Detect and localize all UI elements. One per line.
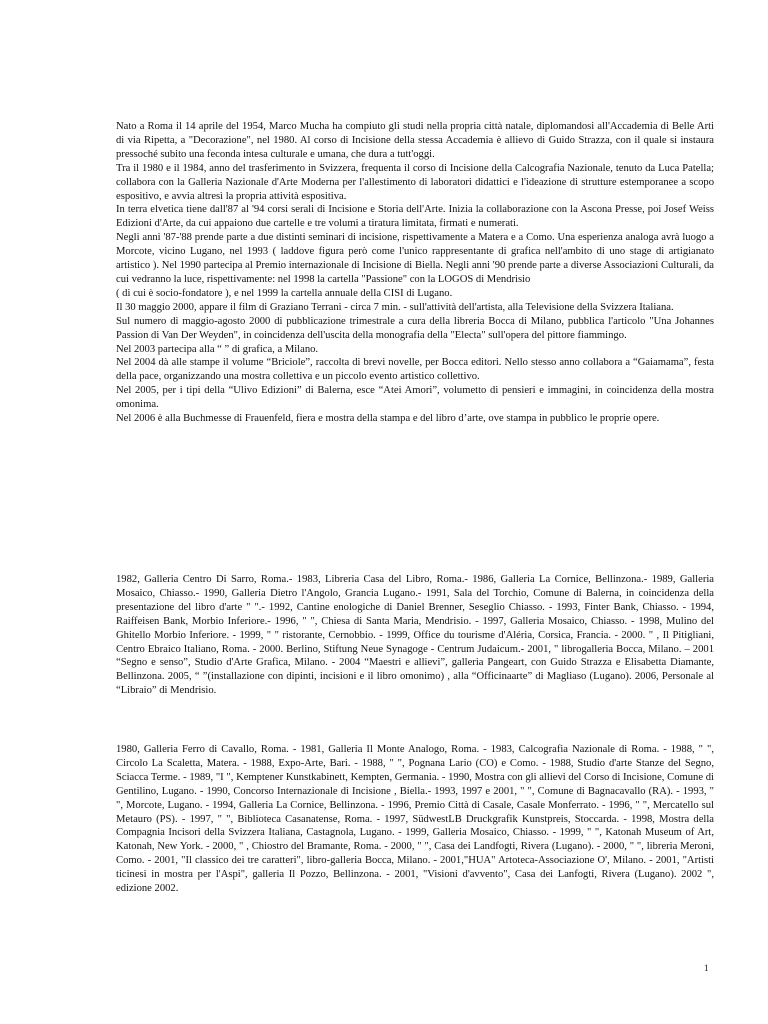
bio-paragraph: Tra il 1980 e il 1984, anno del trasferimento in Svizzera, frequenta il corso di Incisione della Calcografia Nazionale, tenuto da Luca Patella; collabora con la Galleria Nazionale d'Arte Moderna per l'allestimento di laboratori didattici e l'ideazione di strutture estemporanee a scopo espositivo, e avvia altresì la propria attività espositiva.	[116, 162, 714, 202]
bio-paragraph: Nel 2003 partecipa alla “ ” di grafica, a Milano.	[116, 343, 319, 355]
bio-paragraph: In terra elvetica tiene dall'87 al '94 corsi serali di Incisione e Storia dell'Arte. Inizia la collaborazione con la Ascona Presse, poi Josef Weiss Edizioni d'Arte, da cui appaiono due cartelle e tre volumi a tiratura limitata, firmati e numerati.	[116, 204, 714, 230]
page-number: 1	[704, 963, 709, 973]
bio-paragraph: Il 30 maggio 2000, appare il film di Graziano Terrani - circa 7 min. - sull'attività dell'artista, alla Televisione della Svizzera Italiana.	[116, 301, 674, 313]
bio-paragraph: Nel 2006 è alla Buchmesse di Frauenfeld, fiera e mostra della stampa e del libro d’arte, ove stampa in pubblico le proprie opere.	[116, 413, 660, 425]
bio-paragraph: Sul numero di maggio-agosto 2000 di pubblicazione trimestrale a cura della libreria Bocca di Milano, pubblica l'articolo "Una Johannes Passion di Van Der Weyden", in coincidenza dell'uscita della monografia della "Electa" sull'opera del pittore fiammingo.	[116, 315, 714, 341]
bio-paragraph: Nel 2005, per i tipi della “Ulivo Edizioni” di Balerna, esce “Atei Amori”, volumetto di pensieri e immagini, in coincidenza della mostra omonima.	[116, 385, 714, 411]
bio-paragraph: ( di cui è socio-fondatore ), e nel 1999 la cartella annuale della CISI di Lugano.	[116, 287, 453, 299]
personal-exhibitions-section	[116, 573, 714, 698]
collective-exhibitions-text: 1980, Galleria Ferro di Cavallo, Roma. - 1981, Galleria Il Monte Analogo, Roma. - 1983, Calcografia Nazionale di Roma. - 1988, " ", Circolo La Scaletta, Matera. - 1988, Expo-Arte, Bari. - 1988, " ", Pognana Lario (CO) e Como. - 1988, Studio d'arte Stanze del Segno, Sciacca Terme. - 1989, "I ", Kemptener Kunstkabinett, Kempten, Germania. - 1990, Mostra con gli allievi del Corso di Incisione, Comune di Gentilino, Lugano. - 1990, Concorso Internazionale di Incisione , Biella.- 1993, 1997 e 2001, " ", Comune di Bagnacavallo (RA). - 1993, " ", Morcote, Lugano. - 1994, Galleria La Cornice, Bellinzona. - 1996, Premio Città di Casale, Casale Monferrato. - 1996, " ", Mercatello sul Metauro (PS). - 1997, " ", Biblioteca Casanatense, Roma. - 1997, SüdwestLB Druckgrafik Kunstpreis, Stoccarda. - 1998, Mostra della Compagnia Incisori della Svizzera Italiana, Castagnola, Lugano. - 1999, Galleria Mosaico, Chiasso. - 1999, " ", Katonah Museum of Art, Katonah, New York. - 2000, " , Chiostro del Bramante, Roma. - 2000, " ", Casa dei Landfogti, Rivera (Lugano). - 2000, " ", libreria Meroni, Como. - 2001, "Il classico dei tre caratteri", libro-galleria Bocca, Milano. - 2001,"HUA" Artoteca-Associazione O', Milano. - 2001, "Artisti ticinesi in mostra per l'Aspi", galleria Il Pozzo, Bellinzona. - 2001, "Visioni d'avvento", Casa dei Lanfogti, Rivera (Lugano). 2002 ", edizione 2002.	[116, 744, 714, 895]
personal-exhibitions-text: 1982, Galleria Centro Di Sarro, Roma.- 1983, Libreria Casa del Libro, Roma.- 1986, Galleria La Cornice, Bellinzona.- 1989, Galleria Mosaico, Chiasso.- 1990, Galleria Dietro l'Angolo, Grancia Lugano.- 1991, Sala del Torchio, Comune di Balerna, in coincidenza della presentazione del libro d'arte " ".- 1992, Cantine enologiche di Daniel Brenner, Seseglio Chiasso. - 1993, Finter Bank, Chiasso. - 1994, Raiffeisen Bank, Morbio Inferiore.- 1996, " ", Chiesa di Santa Maria, Mendrisio. - 1997, Galleria Mosaico, Chiasso. - 1998, Mulino del Ghitello Morbio Inferiore. - 1999, " " ristorante, Cernobbio. - 1999, Office du tourisme d'Aléria, Corsica, Francia. - 2000. " , Il Pitigliani, Centro Ebraico Italiano, Roma. - 2000. Berlino, Stiftung Neue Synagoge - Centrum Judaicum.- 2001, " librogalleria Bocca, Milano. – 2001 “Segno e senso”, Studio d'Arte Grafica, Milano. - 2004 “Maestri e allievi”, galleria Pangeart, con Guido Strazza e Elisabetta Diamante, Bellinzona. 2005, “ ”(installazione con dipinti, incisioni e il libro omonimo) , alla “Officinaarte” di Magliaso (Lugano). 2006, Personale al “Libraio” di Mendrisio.	[116, 574, 714, 697]
bio-paragraph: Negli anni '87-'88 prende parte a due distinti seminari di incisione, rispettivamente a Matera e a Como. Una esperienza analoga avrà luogo a Morcote, vicino Lugano, nel 1993 ( laddove figura però come l'unico rappresentante di grafica nell'ambito di uno stage di artigianato artistico ). Nel 1990 partecipa al Premio internazionale di Incisione di Biella. Negli anni '90 prende parte a diverse Associazioni Culturali, da cui vedranno la luce, rispettivamente: nel 1998 la cartella "Passione" con la LOGOS di Mendrisio	[116, 232, 714, 285]
collective-exhibitions-section	[116, 743, 714, 896]
bio-paragraph: Nato a Roma il 14 aprile del 1954, Marco Mucha ha compiuto gli studi nella propria città natale, diplomandosi all'Accademia di Belle Arti di via Ripetta, a "Decorazione", nel 1980. Al corso di Incisione della stessa Accademia è allievo di Guido Strazza, con il quale si instaura pressoché subito una feconda intesa culturale e umana, che dura a tutt'oggi.	[116, 121, 714, 160]
biography-section	[116, 120, 714, 426]
bio-paragraph: Nel 2004 dà alle stampe il volume “Briciole”, raccolta di brevi novelle, per Bocca editori. Nello stesso anno collabora a “Gaiamama”, festa della pace, organizzando una mostra collettiva e un piccolo evento artistico collettivo.	[116, 357, 714, 383]
